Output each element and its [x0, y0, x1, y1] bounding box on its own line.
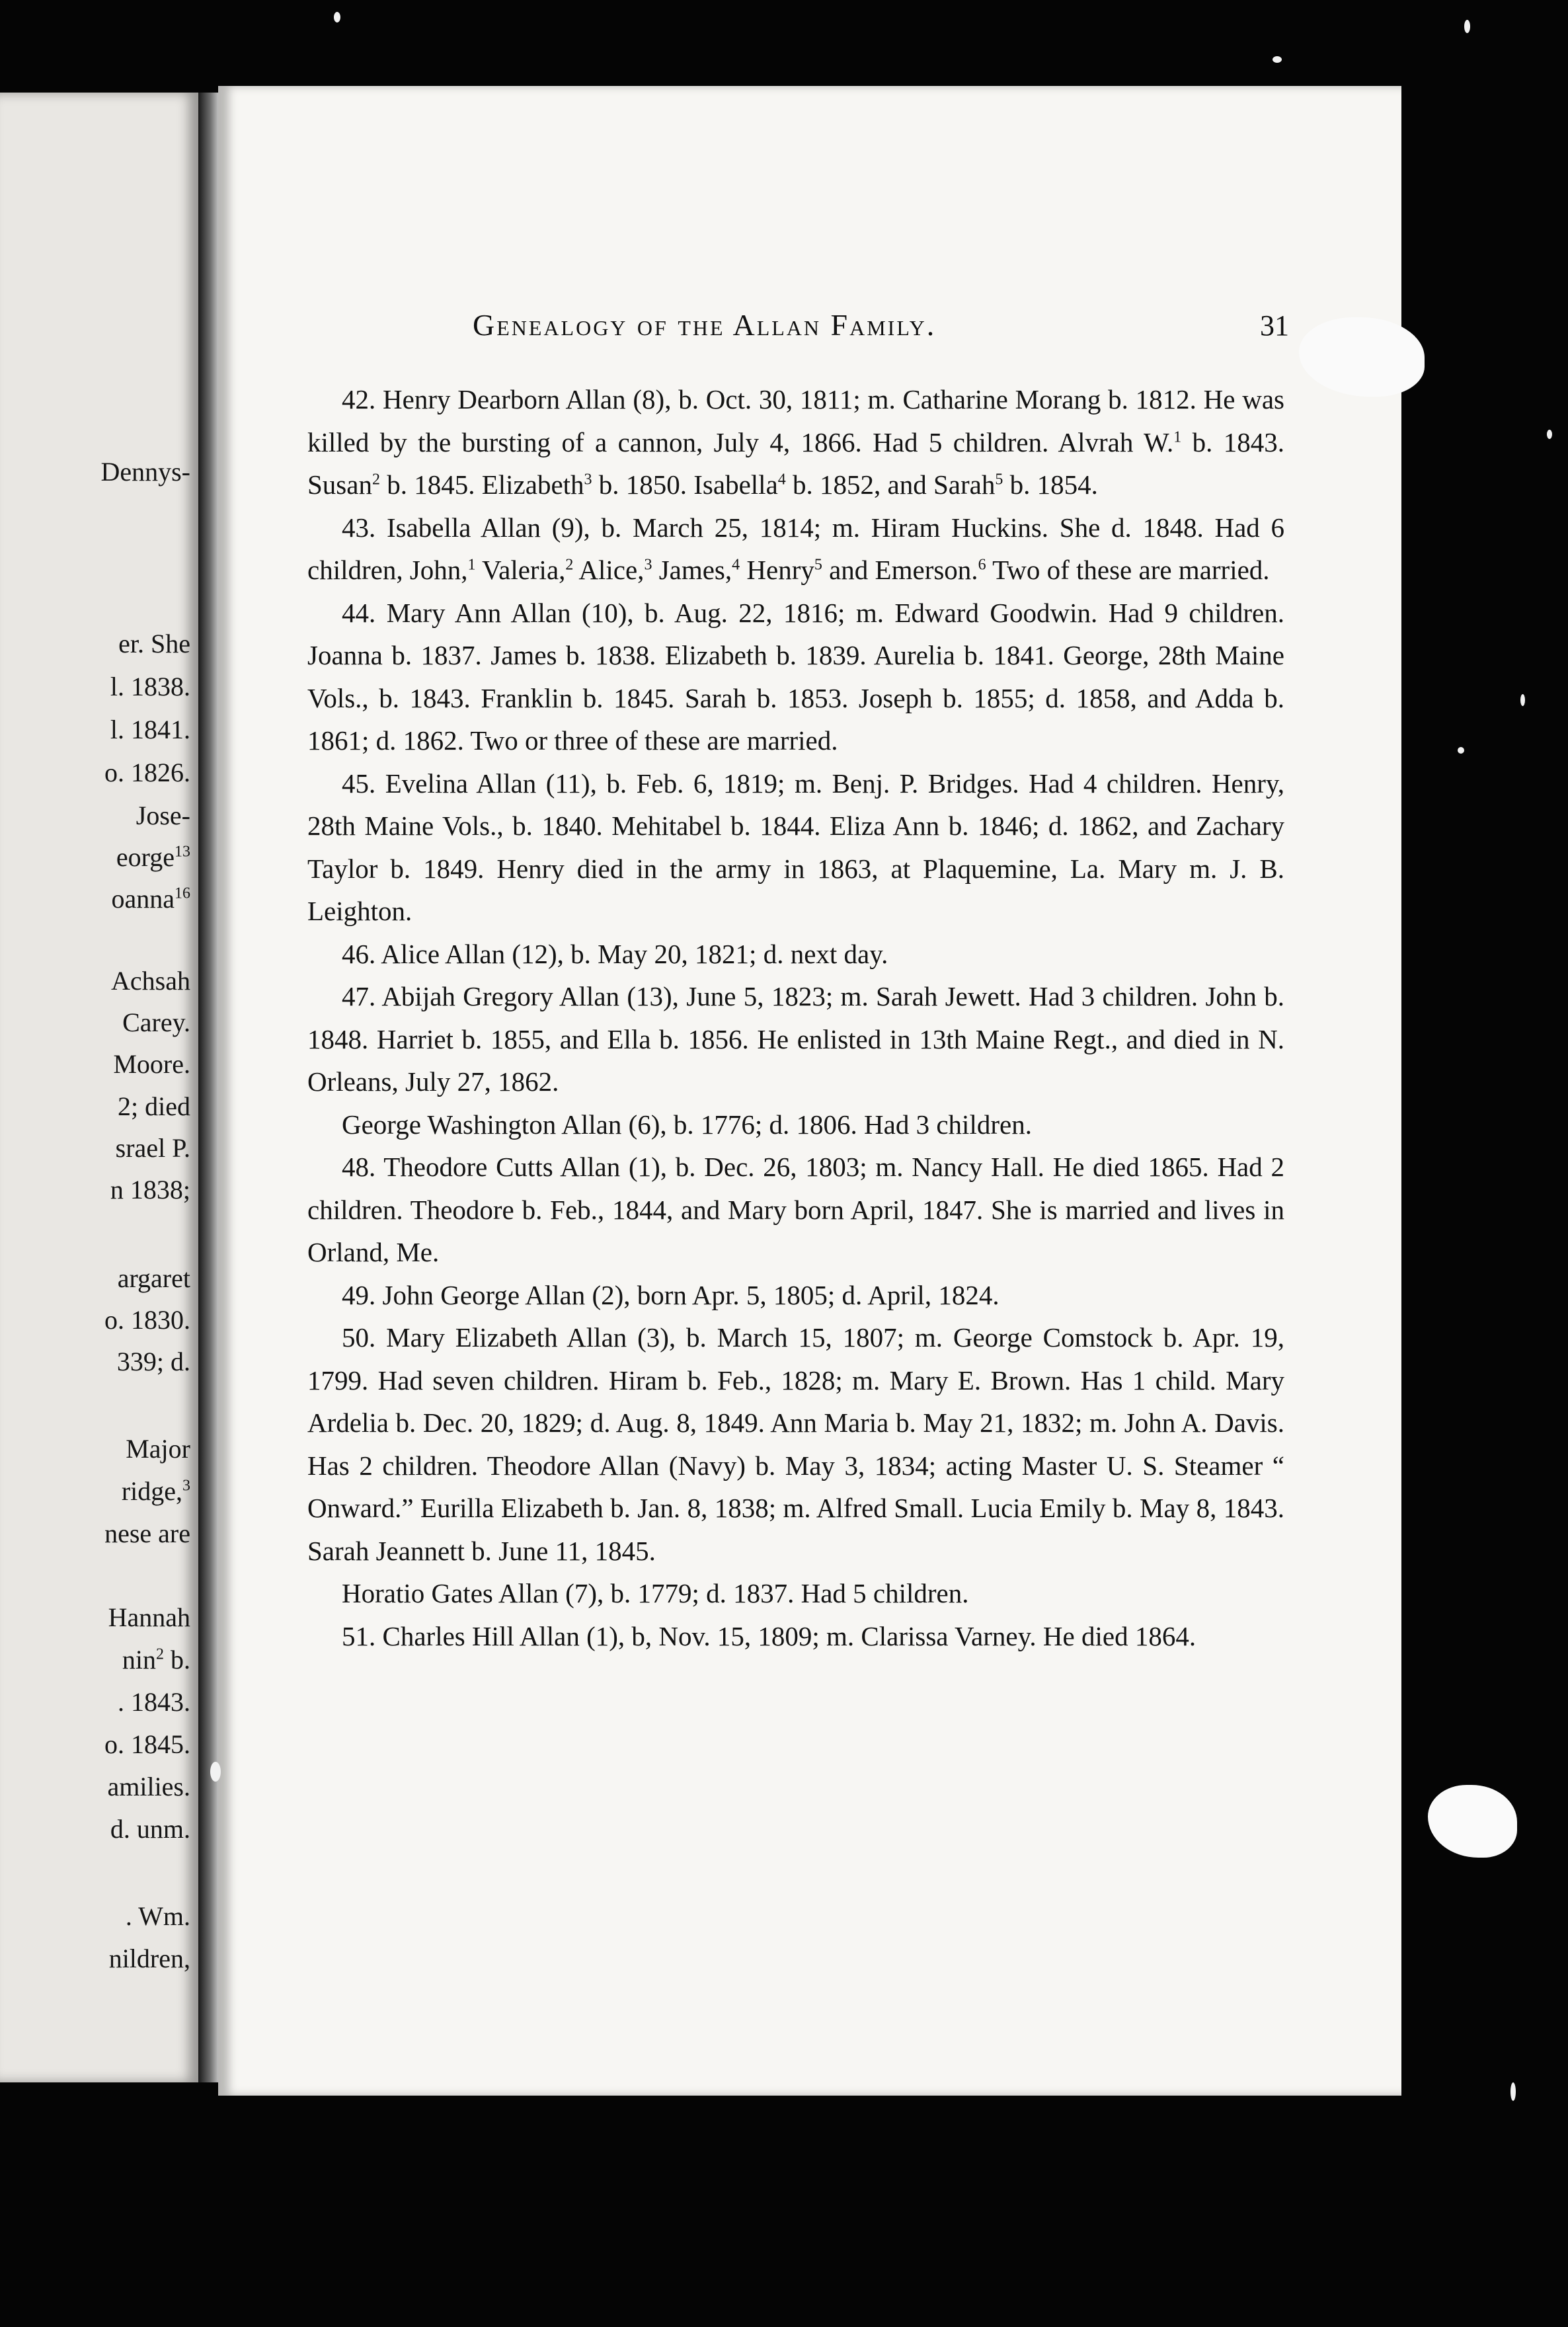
fragment-text: Carey.: [122, 1007, 190, 1037]
facing-page-text-fragment: [122, 1007, 190, 1038]
entry-text: 45. Evelina Allan (11), b. Feb. 6, 1819; m. Benj. P. Bridges. Had 4 children. Henry, 28th Maine Vols., b. 1840. Mehitabel b. 1844. Eliza Ann b. 1846; d. 1862, and Zachary Taylor b. 1849. Henry died in the army in 1863, at Plaquemine, La. Mary m. J. B. Leighton.: [307, 768, 1284, 926]
entry-text: b. 1854.: [1003, 469, 1098, 500]
entry-text: Alice,: [573, 555, 645, 585]
facing-page-text-fragment: [104, 1304, 190, 1335]
fragment-text: . 1843.: [118, 1687, 190, 1717]
running-head-title: Genealogy of the Allan Family.: [473, 308, 937, 342]
entry-text: 43. Isabella Allan (9), b. March 25, 1814; m. Hiram Huckins. She d. 1848. Had 6 children, John,: [307, 512, 1284, 585]
facing-page-text-fragment: [118, 628, 190, 659]
facing-page-text-fragment: [116, 842, 190, 873]
entry-text: Henry: [740, 555, 814, 585]
fragment-text: Major: [126, 1434, 190, 1464]
facing-page-text-fragment: [108, 1602, 190, 1633]
genealogy-entry: [307, 933, 1284, 976]
fragment-text: 2; died: [118, 1091, 190, 1121]
genealogy-entry: [307, 1146, 1284, 1274]
fragment-text: l. 1841.: [110, 715, 190, 744]
fragment-text: l. 1838.: [110, 672, 190, 701]
facing-page-text-fragment: [111, 883, 190, 914]
entry-text: 47. Abijah Gregory Allan (13), June 5, 1823; m. Sarah Jewett. Had 3 children. John b. 1848. Harriet b. 1855, and Ella b. 1856. He enlisted in 13th Maine Regt., and died in N. Orleans, July 27, 1862.: [307, 981, 1284, 1097]
facing-page-text-fragment: [118, 1263, 190, 1294]
genealogy-entry: [307, 1274, 1284, 1317]
running-head: [473, 307, 1289, 342]
fragment-text: eorge: [116, 842, 175, 872]
scan-speck: [1547, 430, 1552, 439]
entry-text: and Emerson.: [822, 555, 978, 585]
facing-page-text-fragment: [117, 1346, 190, 1377]
fragment-text: . Wm.: [125, 1901, 190, 1931]
scan-speck: [1458, 747, 1464, 754]
facing-page-text-fragment: [118, 1091, 190, 1122]
fragment-text: Hannah: [108, 1602, 190, 1632]
genealogy-entry: [307, 506, 1284, 592]
genealogy-entry: [307, 378, 1284, 506]
fragment-text: amilies.: [107, 1772, 190, 1801]
fragment-text: argaret: [117, 1263, 190, 1293]
entry-text: 51. Charles Hill Allan (1), b, Nov. 15, 1809; m. Clarissa Varney. He died 1864.: [342, 1620, 1196, 1651]
scan-speck: [1510, 2082, 1516, 2101]
entry-text: 44. Mary Ann Allan (10), b. Aug. 22, 1816; m. Edward Goodwin. Had 9 children. Joanna b. 1837. James b. 1838. Elizabeth b. 1839. Aurelia b. 1841. George, 28th Maine Vols., b. 1843. Franklin b. 1845. Sarah b. 1853. Joseph b. 1855; d. 1858, and Adda b. 1861; d. 1862. Two or three of these are married.: [307, 597, 1284, 756]
facing-page-text-fragment: [116, 1132, 190, 1164]
facing-page-text-fragment: [122, 1476, 190, 1507]
genealogy-entry: [307, 1572, 1284, 1615]
fragment-text: o. 1826.: [104, 758, 190, 787]
entry-text: 42. Henry Dearborn Allan (8), b. Oct. 30, 1811; m. Catharine Morang b. 1812. He was killed by the bursting of a cannon, July 4, 1866. Had 5 children. Alvrah W.: [307, 384, 1284, 457]
fragment-text: Jose-: [136, 801, 190, 830]
entry-text: Horatio Gates Allan (7), b. 1779; d. 1837. Had 5 children.: [342, 1578, 969, 1608]
scan-speck: [1464, 20, 1470, 33]
child-order-superscript: 5: [814, 556, 822, 574]
facing-page-text-fragment: [104, 1729, 190, 1760]
entry-text: b. 1843. Susan: [307, 426, 1284, 500]
fragment-text: Dennys-: [100, 457, 190, 487]
entry-text: b. 1845. Elizabeth: [379, 469, 584, 500]
fragment-text: o. 1830.: [104, 1305, 190, 1335]
paper-damage-blot: [1428, 1785, 1517, 1858]
genealogy-entry: [307, 592, 1284, 762]
facing-page-text-fragment: [107, 1771, 190, 1802]
book-page: [218, 86, 1401, 2096]
child-order-superscript: 6: [978, 556, 986, 574]
genealogy-entry: [307, 1615, 1284, 1658]
fragment-text: ridge,: [121, 1476, 182, 1506]
child-order-superscript: 4: [777, 471, 786, 489]
facing-page-text-fragment: [113, 1048, 190, 1080]
entry-text: 46. Alice Allan (12), b. May 20, 1821; d. next day.: [342, 938, 888, 969]
fragment-text: 339; d.: [116, 1347, 190, 1376]
child-order-superscript: 2: [372, 471, 380, 489]
fragment-text: oanna: [111, 884, 175, 914]
facing-page-text-fragment: [110, 714, 190, 745]
scan-speck: [210, 1762, 221, 1782]
child-order-superscript: 4: [732, 556, 740, 574]
fragment-text: er. She: [118, 629, 190, 658]
fragment-text: d. unm.: [110, 1814, 190, 1844]
facing-page-text-fragment: [118, 1686, 190, 1717]
child-order-superscript: 5: [995, 471, 1003, 489]
entry-text: 50. Mary Elizabeth Allan (3), b. March 15, 1807; m. George Comstock b. Apr. 19, 1799. Had seven children. Hiram b. Feb., 1828; m. Mary E. Brown. Has 1 child. Mary Ardelia b. Dec. 20, 1829; d. Aug. 8, 1849. Ann Maria b. May 21, 1832; m. John A. Davis. Has 2 children. Theodore Allan (Navy) b. May 3, 1834; acting Master U. S. Steamer “ Onward.” Eurilla Elizabeth b. Jan. 8, 1838; m. Alfred Small. Lucia Emily b. May 8, 1843. Sarah Jeannett b. June 11, 1845.: [307, 1322, 1284, 1566]
facing-page-text-fragment: [104, 1518, 190, 1549]
facing-page-text-fragment: [109, 1943, 190, 1974]
entry-text: 49. John George Allan (2), born Apr. 5, 1805; d. April, 1824.: [342, 1279, 1000, 1310]
page-number: 31: [1260, 309, 1289, 342]
entry-text: b. 1852, and Sarah: [785, 469, 996, 500]
book-gutter: [198, 93, 218, 2082]
scan-speck: [1520, 694, 1525, 706]
facing-page-text-fragment: [110, 671, 190, 702]
entry-text: b. 1850. Isabella: [592, 469, 778, 500]
facing-page-text-fragment: [104, 757, 190, 788]
facing-page-text-fragment: [100, 456, 190, 487]
scan-speck: [334, 12, 340, 22]
fragment-text-tail: b.: [164, 1645, 190, 1675]
genealogy-entry: [307, 1316, 1284, 1572]
scan-speck: [1273, 56, 1282, 63]
fragment-text: nese are: [104, 1518, 190, 1548]
child-order-superscript: 1: [467, 556, 476, 574]
fragment-text: o. 1845.: [104, 1729, 190, 1759]
facing-page-text-fragment: [110, 1813, 190, 1844]
facing-page-text-fragment: [136, 800, 190, 831]
facing-page-text-fragment: [126, 1901, 190, 1932]
child-order-superscript: 3: [644, 556, 652, 574]
child-order-superscript: 1: [1173, 428, 1182, 446]
genealogy-entry: [307, 1103, 1284, 1146]
genealogy-entry: [307, 762, 1284, 933]
facing-page-text-fragment: [111, 965, 190, 996]
entry-text: Two of these are married.: [986, 555, 1270, 585]
fragment-text: srael P.: [115, 1133, 190, 1163]
child-order-superscript: 2: [565, 556, 574, 574]
fragment-text: nin: [122, 1645, 156, 1675]
page-body-text: [307, 378, 1284, 1657]
fragment-superscript: 2: [156, 1645, 164, 1663]
fragment-superscript: 16: [175, 885, 190, 902]
entry-text: 48. Theodore Cutts Allan (1), b. Dec. 26, 1803; m. Nancy Hall. He died 1865. Had 2 children. Theodore b. Feb., 1844, and Mary born April, 1847. She is married and lives in Orland, Me.: [307, 1152, 1284, 1267]
facing-page-fragment: [0, 93, 198, 2082]
fragment-text: n 1838;: [110, 1175, 190, 1204]
facing-page-text-fragment: [110, 1174, 190, 1205]
fragment-superscript: 13: [175, 843, 190, 861]
child-order-superscript: 3: [584, 471, 592, 489]
fragment-text: Moore.: [113, 1049, 190, 1079]
fragment-superscript: 3: [182, 1477, 190, 1495]
entry-text: George Washington Allan (6), b. 1776; d. 1806. Had 3 children.: [342, 1109, 1032, 1140]
facing-page-text-fragment: [122, 1644, 190, 1675]
fragment-text: Achsah: [111, 966, 190, 996]
entry-text: Valeria,: [475, 555, 566, 585]
fragment-text: nildren,: [108, 1944, 190, 1973]
entry-text: James,: [652, 555, 732, 585]
genealogy-entry: [307, 975, 1284, 1103]
facing-page-text-fragment: [126, 1433, 190, 1464]
